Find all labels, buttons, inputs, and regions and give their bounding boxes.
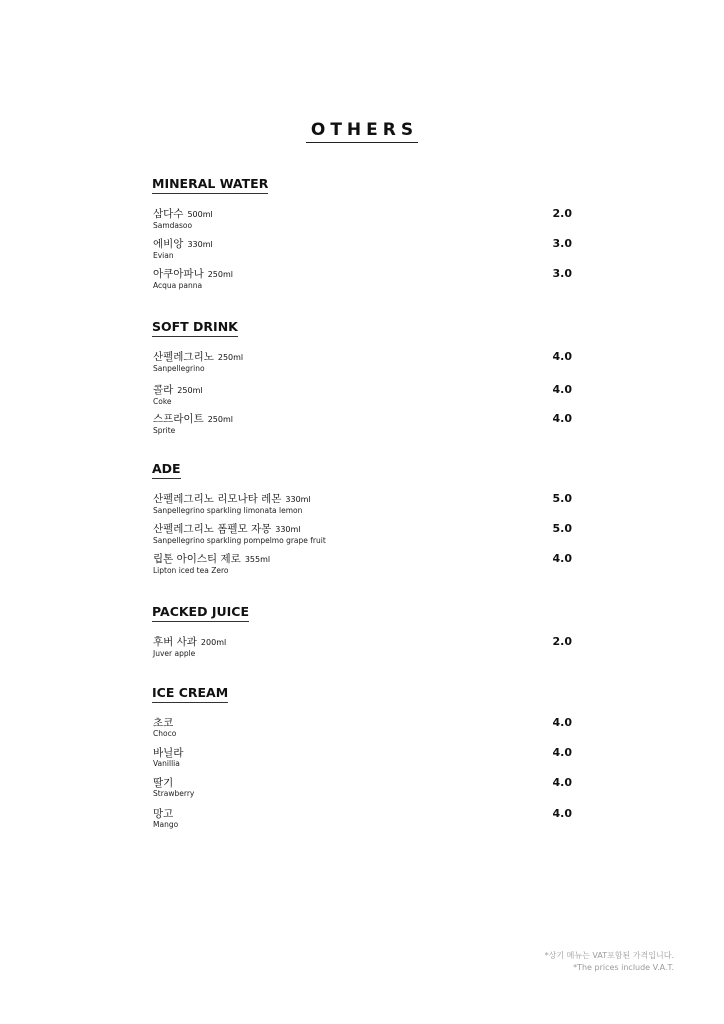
item-price: 5.0: [552, 492, 572, 505]
item-name-korean-line: [153, 523, 572, 536]
section-title: PACKED JUICE: [152, 604, 249, 622]
item-price: 4.0: [552, 746, 572, 759]
menu-item: [153, 747, 572, 773]
item-price: 3.0: [552, 237, 572, 250]
item-price: 4.0: [552, 776, 572, 789]
item-name-korean: 아쿠아파나: [153, 268, 204, 280]
item-name-korean: 딸기: [153, 777, 174, 789]
item-name-english: Lipton iced tea Zero: [153, 566, 229, 575]
item-name-korean-line: [153, 238, 572, 251]
item-name-korean-line: [153, 493, 572, 506]
item-name-korean: 후버 사과: [153, 636, 197, 648]
item-name-korean-line: [153, 351, 572, 364]
item-volume: 330ml: [285, 495, 311, 504]
item-name-english: Sprite: [153, 426, 176, 435]
item-name-korean: 콜라: [153, 384, 174, 396]
item-name-english: Acqua panna: [153, 281, 203, 290]
item-volume: 250ml: [207, 415, 234, 424]
vat-note-english: *The prices include V.A.T.: [573, 963, 674, 972]
item-name-korean-line: [153, 208, 572, 221]
menu-item: [153, 268, 572, 294]
menu-section: [152, 601, 572, 658]
item-name-korean-line: [153, 636, 572, 649]
item-name-english: Sanpellegrino sparkling limonata lemon: [153, 506, 303, 515]
item-name-english: Choco: [153, 729, 177, 738]
item-volume: 330ml: [275, 525, 301, 534]
item-name-korean-line: [153, 384, 572, 397]
menu-section: [152, 316, 572, 435]
item-name-korean: 삼다수: [153, 208, 184, 220]
item-price: 2.0: [552, 635, 572, 648]
menu-section: [152, 458, 572, 575]
section-title: ICE CREAM: [152, 685, 228, 703]
item-price: 4.0: [552, 716, 572, 729]
page-title-text: OTHERS: [306, 120, 418, 143]
menu-item: [153, 493, 572, 519]
item-volume: 250ml: [217, 353, 244, 362]
menu-item: [153, 553, 572, 579]
item-name-korean-line: [153, 413, 572, 426]
item-name-korean: 산펠레그리노 폼펠모 자몽: [153, 523, 272, 535]
item-name-english: Coke: [153, 397, 172, 406]
item-name-english: Sanpellegrino: [153, 364, 205, 373]
menu-item: [153, 523, 572, 549]
item-volume: 355ml: [244, 555, 271, 564]
menu-item: [153, 238, 572, 264]
item-name-korean-line: [153, 268, 572, 281]
item-name-english: Strawberry: [153, 789, 195, 798]
item-name-korean: 망고: [153, 808, 174, 820]
menu-item: [153, 413, 572, 439]
item-price: 4.0: [552, 412, 572, 425]
item-price: 5.0: [552, 522, 572, 535]
menu-item: [153, 717, 572, 743]
section-title: SOFT DRINK: [152, 319, 238, 337]
item-name-english: Samdasoo: [153, 221, 193, 230]
item-name-korean: 초코: [153, 717, 174, 729]
item-price: 2.0: [552, 207, 572, 220]
item-volume: 500ml: [187, 210, 213, 219]
item-price: 4.0: [552, 807, 572, 820]
footer-note: [545, 950, 674, 974]
item-name-korean-line: [153, 777, 572, 789]
menu-item: [153, 351, 572, 377]
item-price: 4.0: [552, 350, 572, 363]
item-name-korean-line: [153, 553, 572, 566]
menu-item: [153, 636, 572, 662]
item-name-english: Evian: [153, 251, 174, 260]
menu-item: [153, 208, 572, 234]
item-volume: 250ml: [177, 386, 203, 395]
page-title: [0, 120, 724, 143]
item-volume: 330ml: [187, 240, 213, 249]
menu-item: [153, 808, 572, 834]
item-name-korean: 스프라이트: [153, 413, 204, 425]
item-volume: 250ml: [207, 270, 234, 279]
item-name-korean-line: [153, 747, 572, 759]
item-name-english: Vanillia: [153, 759, 180, 768]
menu-item: [153, 777, 572, 803]
item-name-korean-line: [153, 717, 572, 729]
item-name-korean: 에비앙: [153, 238, 184, 250]
menu-section: [152, 173, 572, 290]
item-name-korean: 산펠레그리노 리모나타 레몬: [153, 493, 282, 505]
item-name-korean-line: [153, 808, 572, 820]
item-name-korean: 바닐라: [153, 747, 184, 759]
vat-note-korean: *상기 메뉴는 VAT포함된 가격입니다.: [544, 951, 674, 960]
item-name-english: Mango: [153, 820, 179, 829]
item-name-korean: 산펠레그리노: [153, 351, 214, 363]
item-volume: 200ml: [200, 638, 227, 647]
item-name-english: Juver apple: [153, 649, 196, 658]
item-price: 3.0: [552, 267, 572, 280]
item-price: 4.0: [552, 383, 572, 396]
section-title: ADE: [152, 461, 181, 479]
menu-item: [153, 384, 572, 410]
section-title: MINERAL WATER: [152, 176, 268, 194]
item-name-korean: 립톤 아이스티 제로: [153, 553, 241, 565]
menu-section: [152, 682, 572, 829]
item-price: 4.0: [552, 552, 572, 565]
item-name-english: Sanpellegrino sparkling pompelmo grape fruit: [153, 536, 326, 545]
